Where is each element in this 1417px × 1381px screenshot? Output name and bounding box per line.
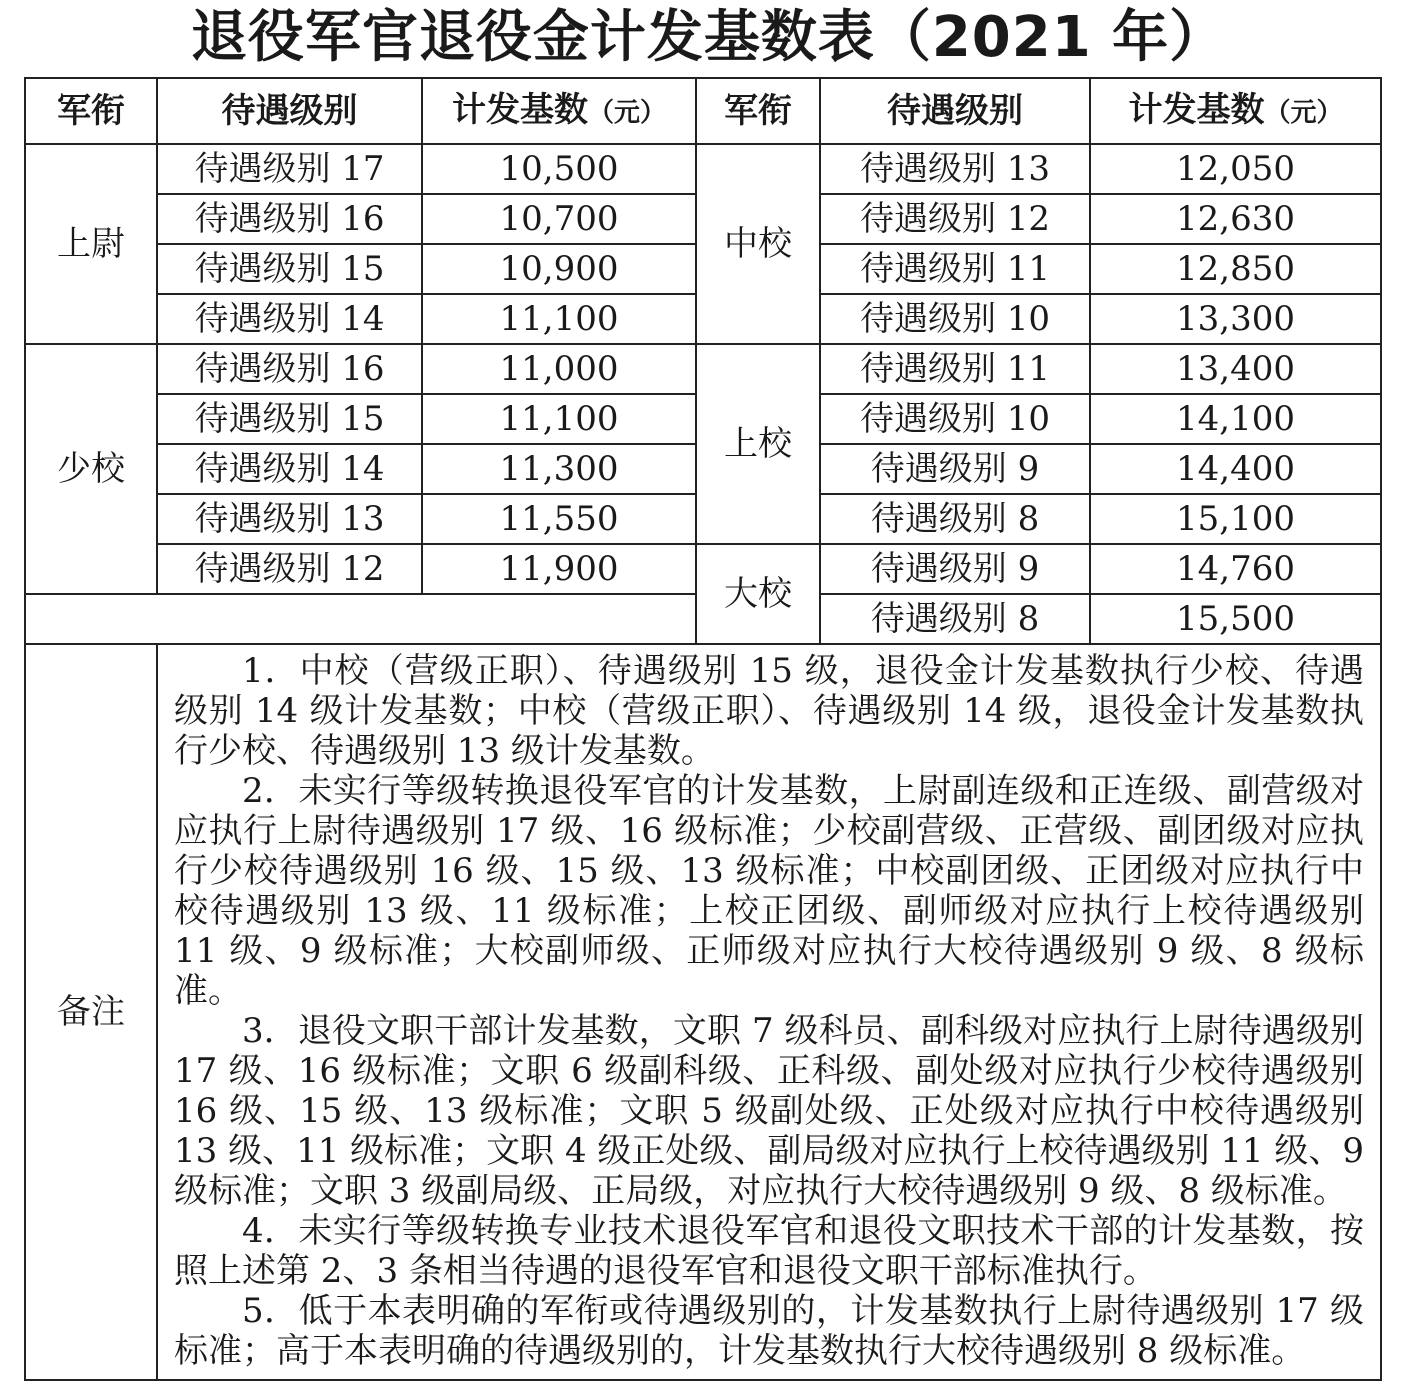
level-cell: 待遇级别 12 [157, 544, 422, 594]
amount-cell: 10,700 [422, 194, 696, 244]
level-cell: 待遇级别 14 [157, 294, 422, 344]
amount-cell: 11,900 [422, 544, 696, 594]
header-row [25, 78, 1381, 144]
amount-cell: 11,550 [422, 494, 696, 544]
level-cell: 待遇级别 10 [820, 294, 1090, 344]
amount-cell: 10,900 [422, 244, 696, 294]
level-cell: 待遇级别 11 [820, 344, 1090, 394]
notes-text [157, 644, 1381, 1380]
rank-cell: 上尉 [25, 144, 157, 344]
header-amount-right: 计发基数（元） [1090, 78, 1381, 144]
note-paragraph: 4．未实行等级转换专业技术退役军官和退役文职技术干部的计发基数，按照上述第 2、3 条相当待遇的退役军官和退役文职干部标准执行。 [174, 1211, 1364, 1291]
amount-cell: 14,760 [1090, 544, 1381, 594]
amount-cell: 11,000 [422, 344, 696, 394]
level-cell: 待遇级别 12 [820, 194, 1090, 244]
amount-cell: 14,400 [1090, 444, 1381, 494]
amount-cell: 11,100 [422, 394, 696, 444]
rank-cell: 大校 [696, 544, 820, 644]
amount-cell: 13,300 [1090, 294, 1381, 344]
amount-cell: 10,500 [422, 144, 696, 194]
level-cell: 待遇级别 15 [157, 244, 422, 294]
level-cell: 待遇级别 13 [820, 144, 1090, 194]
amount-cell: 12,050 [1090, 144, 1381, 194]
note-paragraph: 5．低于本表明确的军衔或待遇级别的，计发基数执行上尉待遇级别 17 级标准；高于本表明确的待遇级别的，计发基数执行大校待遇级别 8 级标准。 [174, 1291, 1364, 1371]
amount-cell: 12,630 [1090, 194, 1381, 244]
header-rank-right: 军衔 [696, 78, 820, 144]
amount-cell: 11,300 [422, 444, 696, 494]
amount-cell: 15,500 [1090, 594, 1381, 644]
level-cell: 待遇级别 16 [157, 344, 422, 394]
level-cell: 待遇级别 15 [157, 394, 422, 444]
rank-cell: 少校 [25, 344, 157, 594]
note-paragraph: 1．中校（营级正职）、待遇级别 15 级，退役金计发基数执行少校、待遇级别 14 级计发基数；中校（营级正职）、待遇级别 14 级，退役金计发基数执行少校、待遇级别 13 级计发基数。 [174, 651, 1364, 771]
table-row [25, 344, 1381, 394]
level-cell: 待遇级别 14 [157, 444, 422, 494]
amount-cell: 12,850 [1090, 244, 1381, 294]
level-cell: 待遇级别 10 [820, 394, 1090, 444]
level-cell: 待遇级别 9 [820, 444, 1090, 494]
rank-cell: 中校 [696, 144, 820, 344]
level-cell: 待遇级别 13 [157, 494, 422, 544]
note-paragraph: 2．未实行等级转换退役军官的计发基数，上尉副连级和正连级、副营级对应执行上尉待遇级别 17 级、16 级标准；少校副营级、正营级、副团级对应执行少校待遇级别 16 级、15 级、13 级标准；中校副团级、正团级对应执行中校待遇级别 13 级、11 级标准；上校正团级、副师级对应执行上校待遇级别 11 级、9 级标准；大校副师级、正师级对应执行大校待遇级别 9 级、8 级标准。 [174, 771, 1364, 1011]
amount-cell: 15,100 [1090, 494, 1381, 544]
notes-label: 备注 [25, 644, 157, 1380]
header-level-right: 待遇级别 [820, 78, 1090, 144]
pension-base-table [24, 77, 1382, 1381]
amount-cell: 11,100 [422, 294, 696, 344]
note-paragraph: 3．退役文职干部计发基数，文职 7 级科员、副科级对应执行上尉待遇级别 17 级、16 级标准；文职 6 级副科级、正科级、副处级对应执行少校待遇级别 16 级、15 级、13 级标准；文职 5 级副处级、正处级对应执行中校待遇级别 13 级、11 级标准；文职 4 级正处级、副局级对应执行上校待遇级别 11 级、9 级标准；文职 3 级副局级、正局级，对应执行大校待遇级别 9 级、8 级标准。 [174, 1011, 1364, 1211]
level-cell: 待遇级别 8 [820, 594, 1090, 644]
table-row [25, 144, 1381, 194]
table-row [25, 544, 1381, 594]
rank-cell: 上校 [696, 344, 820, 544]
amount-cell: 14,100 [1090, 394, 1381, 444]
header-rank-left: 军衔 [25, 78, 157, 144]
level-cell: 待遇级别 8 [820, 494, 1090, 544]
empty-cell [25, 594, 696, 644]
notes-row [25, 644, 1381, 1380]
amount-cell: 13,400 [1090, 344, 1381, 394]
level-cell: 待遇级别 11 [820, 244, 1090, 294]
header-amount-left: 计发基数（元） [422, 78, 696, 144]
header-level-left: 待遇级别 [157, 78, 422, 144]
level-cell: 待遇级别 17 [157, 144, 422, 194]
page-title: 退役军官退役金计发基数表（2021 年） [190, 5, 1227, 70]
level-cell: 待遇级别 16 [157, 194, 422, 244]
level-cell: 待遇级别 9 [820, 544, 1090, 594]
